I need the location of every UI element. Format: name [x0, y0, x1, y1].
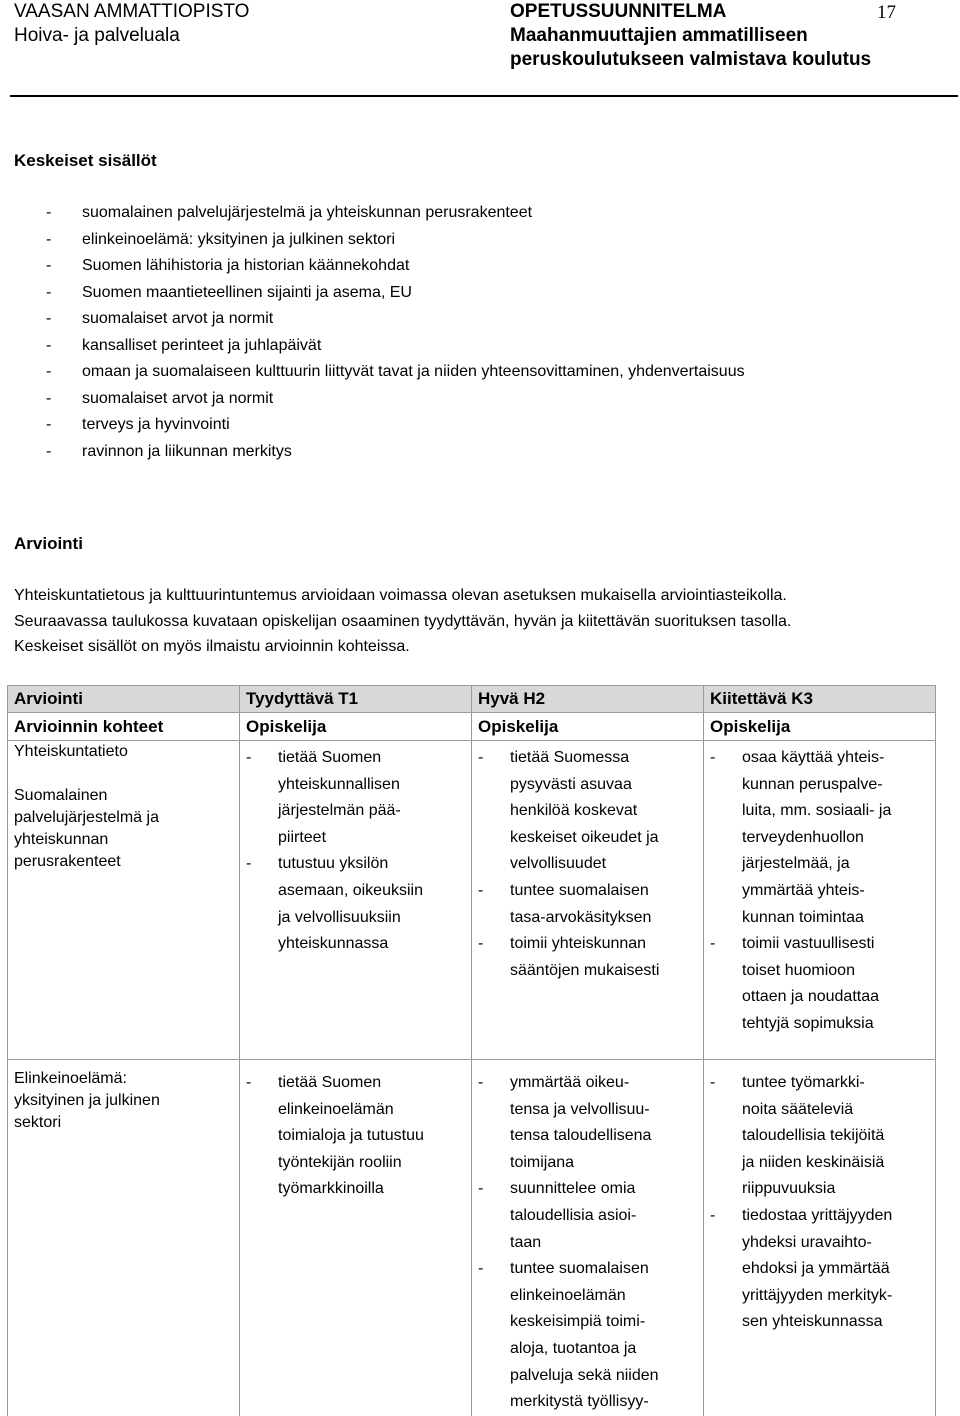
criteria-line: tuntee suomalaisen — [510, 881, 649, 899]
subheader-cell-h2: Opiskelija — [472, 713, 704, 741]
criteria-line: tuntee työmarkki- — [742, 1074, 865, 1091]
criteria-line: kunnan peruspalve- — [742, 775, 883, 793]
dash-marker: - — [478, 881, 484, 899]
content-heading: Keskeiset sisällöt — [14, 151, 157, 170]
criteria-line: kunnan toimintaa — [742, 908, 864, 926]
criteria-item — [246, 745, 465, 851]
row-label-line: Suomalainen — [14, 787, 108, 804]
dash-marker: - — [478, 1074, 484, 1091]
dash-marker: - — [46, 230, 52, 248]
table-header-row — [8, 686, 936, 713]
doc-type: OPETUSSUUNNITELMA — [510, 1, 727, 22]
list-item — [46, 253, 745, 280]
criteria-line: keskeiset oikeudet ja — [510, 828, 659, 846]
row-label-line: yksityinen ja julkinen — [14, 1092, 160, 1109]
criteria-item — [246, 1070, 465, 1203]
criteria-line: palveluja sekä niiden — [510, 1366, 659, 1384]
criteria-line: toimii vastuullisesti — [742, 935, 875, 953]
doc-title-line2: peruskoulutukseen valmistava koulutus — [510, 49, 872, 70]
list-item-text: terveys ja hyvinvointi — [82, 416, 230, 433]
criteria-line: tutustuu yksilön — [278, 855, 389, 873]
list-item-text: suomalaiset arvot ja normit — [82, 389, 274, 407]
criteria-line: keskeisimpiä toimi- — [510, 1313, 646, 1331]
criteria-item — [710, 745, 929, 931]
criteria-item — [478, 931, 697, 984]
row-label — [8, 741, 240, 1060]
criteria-line: tiedostaa yrittäjyyden — [742, 1206, 893, 1224]
criteria-line: tasa-arvokäsityksen — [510, 908, 652, 926]
criteria-item — [478, 1070, 697, 1176]
criteria-cell-t1 — [240, 1060, 472, 1416]
page-number: 17 — [877, 2, 896, 23]
dash-marker: - — [710, 749, 716, 766]
criteria-line: taloudellisia asioi- — [510, 1206, 637, 1224]
header-cell-k3: Kiitettävä K3 — [704, 686, 936, 713]
criteria-line: ymmärtää yhteis- — [742, 881, 865, 899]
criteria-line: pysyvästi asuvaa — [510, 775, 632, 793]
list-item-text: suomalainen palvelujärjestelmä ja yhteiskunnan perusrakenteet — [82, 204, 533, 221]
header-divider — [10, 95, 958, 97]
header-cell-arviointi: Arviointi — [8, 686, 240, 713]
criteria-line: järjestelmän pää- — [278, 802, 401, 820]
criteria-line: toimialoja ja tutustuu — [278, 1127, 424, 1145]
criteria-line: ymmärtää oikeu- — [510, 1074, 630, 1091]
row-label-line: Elinkeinoelämä: — [14, 1070, 127, 1087]
list-item-text: omaan ja suomalaiseen kulttuurin liittyvät tavat ja niiden yhteensovittaminen, yhdenvertaisuus — [82, 363, 745, 380]
list-item — [46, 306, 745, 333]
criteria-cell-k3 — [704, 1060, 936, 1416]
row-label-title: Yhteiskuntatieto — [14, 743, 128, 760]
evaluation-table — [7, 685, 936, 1416]
list-item-text: elinkeinoelämä: yksityinen ja julkinen sektori — [82, 230, 396, 248]
criteria-item — [710, 1070, 929, 1203]
criteria-line: merkitystä työllisyy- — [510, 1393, 649, 1411]
row-label-line: perusrakenteet — [14, 853, 121, 870]
dash-marker: - — [46, 442, 52, 460]
row-label-line: sektori — [14, 1114, 62, 1131]
dash-marker: - — [46, 283, 52, 301]
table-row — [8, 1060, 936, 1416]
criteria-cell-h2 — [472, 741, 704, 1060]
table-row — [8, 741, 936, 1060]
doc-title-line1: Maahanmuuttajien ammatilliseen — [510, 25, 808, 46]
dash-marker: - — [478, 1260, 484, 1278]
criteria-item — [478, 878, 697, 931]
list-item-text: ravinnon ja liikunnan merkitys — [82, 442, 292, 460]
criteria-line: ja niiden keskinäisiä — [742, 1153, 885, 1171]
criteria-line: tietää Suomessa — [510, 749, 630, 766]
criteria-line: ehdoksi ja ymmärtää — [742, 1260, 890, 1278]
criteria-line: sääntöjen mukaisesti — [510, 961, 660, 979]
unit-name: Hoiva- ja palveluala — [14, 25, 180, 46]
criteria-line: toimijana — [510, 1153, 575, 1171]
list-item — [46, 439, 745, 466]
criteria-line: taloudellisia tekijöitä — [742, 1127, 885, 1145]
row-label-line: yhteiskunnan — [14, 831, 109, 848]
page-header — [0, 0, 960, 97]
dash-marker: - — [246, 749, 252, 766]
dash-marker: - — [46, 389, 52, 407]
criteria-item — [478, 745, 697, 878]
criteria-line: yrittäjyyden merkityk- — [742, 1286, 893, 1304]
criteria-line: ja velvollisuuksiin — [278, 908, 401, 926]
evaluation-paragraph — [14, 583, 954, 660]
list-item — [46, 359, 745, 386]
dash-marker: - — [46, 336, 52, 354]
dash-marker: - — [710, 935, 716, 953]
dash-marker: - — [46, 416, 52, 433]
criteria-line: tietää Suomen — [278, 749, 382, 766]
criteria-line: elinkeinoelämän — [278, 1100, 394, 1118]
criteria-line: tietää Suomen — [278, 1074, 382, 1091]
dash-marker: - — [478, 1180, 484, 1198]
criteria-cell-h2 — [472, 1060, 704, 1416]
dash-marker: - — [246, 1074, 252, 1091]
criteria-line: henkilöä koskevat — [510, 802, 638, 820]
criteria-line: tensa ja velvollisuu- — [510, 1100, 650, 1118]
criteria-line: yhdeksi uravaihto- — [742, 1233, 872, 1251]
content-list — [46, 200, 745, 465]
list-item — [46, 227, 745, 254]
list-item — [46, 386, 745, 413]
row-label — [8, 1060, 240, 1416]
criteria-line: sen yhteiskunnassa — [742, 1313, 883, 1331]
criteria-item — [478, 1256, 697, 1416]
list-item-text: Suomen lähihistoria ja historian käännekohdat — [82, 257, 410, 274]
criteria-line: asemaan, oikeuksiin — [278, 881, 423, 899]
list-item-text: kansalliset perinteet ja juhlapäivät — [82, 336, 322, 354]
criteria-line: osaa käyttää yhteis- — [742, 749, 885, 766]
paragraph-line: Keskeiset sisällöt on myös ilmaistu arvioinnin kohteissa. — [14, 638, 410, 655]
criteria-line: suunnittelee omia — [510, 1180, 636, 1198]
criteria-line: yhteiskunnassa — [278, 935, 389, 953]
header-cell-h2: Hyvä H2 — [472, 686, 704, 713]
dash-marker: - — [246, 855, 252, 873]
criteria-line: toimii yhteiskunnan — [510, 935, 647, 953]
criteria-line: työmarkkinoilla — [278, 1180, 384, 1198]
criteria-item — [478, 1176, 697, 1256]
criteria-line: piirteet — [278, 828, 327, 846]
criteria-item — [246, 851, 465, 957]
dash-marker: - — [478, 935, 484, 953]
table-subheader-row — [8, 713, 936, 741]
criteria-line: noita sääteleviä — [742, 1100, 854, 1118]
criteria-line: elinkeinoelämän — [510, 1286, 626, 1304]
dash-marker: - — [46, 363, 52, 380]
paragraph-line: Seuraavassa taulukossa kuvataan opiskelijan osaaminen tyydyttävän, hyvän ja kiitettävän suorituksen tasolla. — [14, 612, 792, 630]
list-item — [46, 200, 745, 227]
dash-marker: - — [46, 204, 52, 221]
criteria-line: toiset huomioon — [742, 961, 855, 979]
criteria-cell-k3 — [704, 741, 936, 1060]
criteria-line: taan — [510, 1233, 542, 1251]
header-cell-t1: Tyydyttävä T1 — [240, 686, 472, 713]
dash-marker: - — [478, 749, 484, 766]
criteria-line: yhteiskunnallisen — [278, 775, 400, 793]
dash-marker: - — [710, 1206, 716, 1224]
dash-marker: - — [710, 1074, 716, 1091]
list-item — [46, 280, 745, 307]
criteria-item — [710, 1203, 929, 1336]
criteria-cell-t1 — [240, 741, 472, 1060]
subheader-cell-k3: Opiskelija — [704, 713, 936, 741]
criteria-line: luita, mm. sosiaali- ja — [742, 802, 892, 820]
list-item — [46, 412, 745, 439]
subheader-cell-kohteet: Arvioinnin kohteet — [8, 713, 240, 741]
subheader-cell-t1: Opiskelija — [240, 713, 472, 741]
dash-marker: - — [46, 257, 52, 274]
org-name: VAASAN AMMATTIOPISTO — [14, 1, 250, 22]
list-item — [46, 333, 745, 360]
row-label-line: palvelujärjestelmä ja — [14, 809, 159, 826]
criteria-line: velvollisuudet — [510, 855, 607, 873]
criteria-line: tuntee suomalaisen — [510, 1260, 649, 1278]
criteria-line: tensa taloudellisena — [510, 1127, 652, 1145]
paragraph-line: Yhteiskuntatietous ja kulttuurintuntemus arvioidaan voimassa olevan asetuksen mukaisella arviointiasteikolla. — [14, 587, 787, 604]
criteria-line: työntekijän rooliin — [278, 1153, 402, 1171]
criteria-line: aloja, tuotantoa ja — [510, 1339, 637, 1357]
criteria-line: tehtyjä sopimuksia — [742, 1014, 874, 1032]
criteria-item — [710, 931, 929, 1037]
criteria-line: riippuvuuksia — [742, 1180, 836, 1198]
criteria-line: terveydenhuollon — [742, 828, 864, 846]
dash-marker: - — [46, 310, 52, 327]
list-item-text: suomalaiset arvot ja normit — [82, 310, 274, 327]
evaluation-heading: Arviointi — [14, 534, 83, 553]
criteria-line: järjestelmää, ja — [742, 855, 850, 873]
list-item-text: Suomen maantieteellinen sijainti ja asema, EU — [82, 283, 412, 301]
criteria-line: ottaen ja noudattaa — [742, 988, 880, 1006]
